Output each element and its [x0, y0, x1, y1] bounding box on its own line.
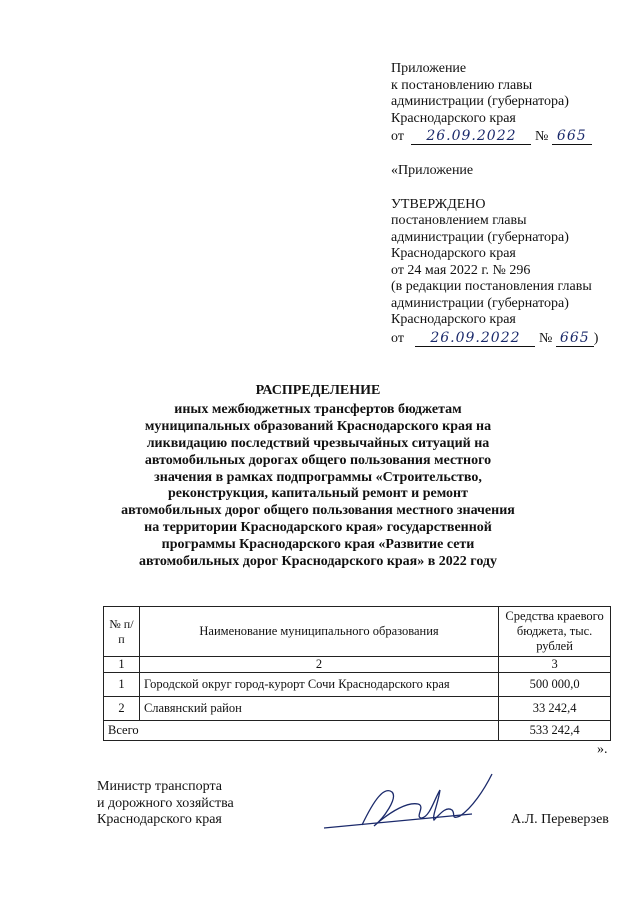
- appendix-line: Краснодарского края: [391, 110, 516, 126]
- total-label: Всего: [104, 721, 499, 741]
- row-name: Городской округ город-курорт Сочи Краснодарского края: [139, 673, 498, 697]
- appendix-line: администрации (губернатора): [391, 94, 569, 109]
- header-name: Наименование муниципального образования: [139, 607, 498, 657]
- row-amount: 33 242,4: [499, 697, 611, 721]
- row-amount: 500 000,0: [499, 673, 611, 697]
- title-line: автомобильных дорогах общего пользования местного: [144, 452, 492, 468]
- column-number-row: [104, 657, 611, 673]
- document-title: [100, 383, 536, 571]
- approved-line: от 24 мая 2022 г. № 296: [391, 262, 531, 278]
- header-amount: Средства краевого бюджета, тыс. рублей: [499, 607, 611, 657]
- appendix-line: Приложение: [391, 61, 467, 76]
- approved-line: администрации (губернатора): [391, 229, 569, 245]
- table-row: [104, 673, 611, 697]
- signatory-name: А.Л. Переверзев: [511, 812, 609, 827]
- signatory-line: Министр транспорта: [97, 779, 222, 794]
- title-line: программы Краснодарского края «Развитие сети: [161, 537, 475, 553]
- title-line: иных межбюджетных трансфертов бюджетам: [174, 401, 462, 417]
- distribution-table: [103, 606, 611, 741]
- signatory-line: Краснодарского края: [97, 812, 222, 827]
- total-amount: 533 242,4: [499, 721, 611, 741]
- number-sign: №: [538, 330, 553, 346]
- number-sign: №: [534, 129, 549, 144]
- signatory-line: и дорожного хозяйства: [97, 795, 234, 811]
- title-line: ликвидацию последствий чрезвычайных ситуаций на: [146, 435, 490, 451]
- title-line: значения в рамках подпрограммы «Строительство,: [154, 469, 482, 485]
- signatory-title: [97, 779, 234, 829]
- from-prefix: от: [391, 330, 404, 346]
- title-line: реконструкция, капитальный ремонт и ремонт: [167, 486, 469, 502]
- from-prefix: от: [391, 129, 404, 144]
- total-row: [104, 721, 611, 741]
- row-name: Славянский район: [139, 697, 498, 721]
- column-number: 2: [139, 657, 498, 673]
- handwritten-signature: [322, 770, 502, 840]
- title-heading: РАСПРЕДЕЛЕНИЕ: [255, 383, 381, 398]
- handwritten-number: 665: [556, 331, 594, 347]
- column-number: 3: [499, 657, 611, 673]
- approved-date-line: [391, 331, 598, 348]
- approved-line: администрации (губернатора): [391, 295, 569, 311]
- approved-line: (в редакции постановления главы: [391, 279, 592, 294]
- title-line: на территории Краснодарского края» государственной: [144, 520, 492, 536]
- approved-label: УТВЕРЖДЕНО: [391, 196, 486, 212]
- handwritten-number: 665: [552, 129, 592, 145]
- appendix-header: [391, 61, 592, 146]
- title-line: автомобильных дорог общего пользования местного значения: [121, 503, 515, 519]
- approved-block: [391, 163, 598, 347]
- appendix-date-line: [391, 129, 592, 146]
- appendix-line: к постановлению главы: [391, 77, 533, 93]
- closing-paren: ): [593, 330, 599, 346]
- table-header-row: [104, 607, 611, 657]
- handwritten-date: 26.09.2022: [411, 129, 531, 145]
- column-number: 1: [104, 657, 140, 673]
- title-line: муниципальных образований Краснодарского края на: [144, 418, 492, 434]
- row-num: 2: [104, 697, 140, 721]
- row-num: 1: [104, 673, 140, 697]
- handwritten-date: 26.09.2022: [415, 331, 535, 347]
- closing-quote-mark: ».: [597, 742, 608, 757]
- appendix-quote: «Приложение: [391, 163, 474, 178]
- header-num: № п/п: [104, 607, 140, 657]
- approved-line: Краснодарского края: [391, 312, 516, 327]
- approved-line: постановлением главы: [391, 213, 527, 228]
- title-line: автомобильных дорог Краснодарского края» в 2022 году: [139, 554, 497, 570]
- table-row: [104, 697, 611, 721]
- approved-line: Краснодарского края: [391, 246, 516, 261]
